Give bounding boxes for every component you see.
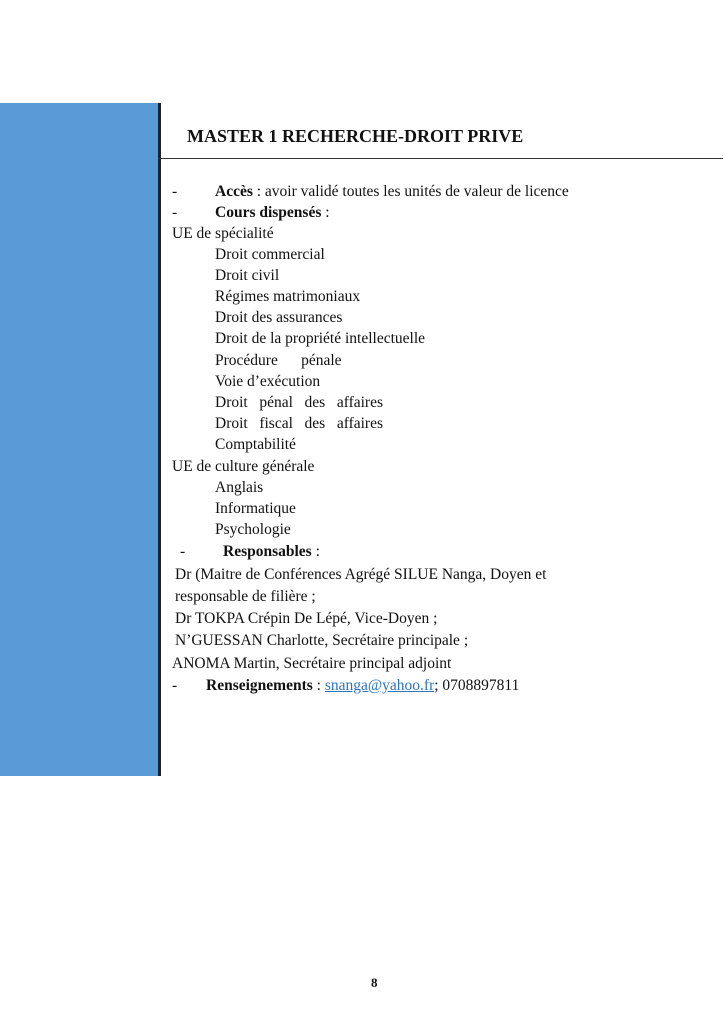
list-item: Psychologie xyxy=(215,521,291,538)
responsable-line: responsable de filière ; xyxy=(175,588,316,605)
cours-label: Cours dispensés xyxy=(215,204,322,221)
bullet-dash: - xyxy=(172,677,178,694)
bullet-dash: - xyxy=(180,543,186,560)
list-item: Droit commercial xyxy=(215,246,325,263)
list-item: Droit civil xyxy=(215,267,280,284)
cours-line xyxy=(172,204,330,222)
responsable-line: ANOMA Martin, Secrétaire principal adjoint xyxy=(172,655,452,672)
sidebar-edge-line xyxy=(158,103,161,776)
title-divider xyxy=(158,158,723,159)
phone-number: ; 0708897811 xyxy=(434,677,520,694)
acces-label: Accès xyxy=(215,183,253,200)
list-item: Droit des assurances xyxy=(215,309,343,326)
renseignements-label: Renseignements xyxy=(206,677,313,694)
list-item: Droit de la propriété intellectuelle xyxy=(215,330,426,347)
responsables-line xyxy=(180,543,320,561)
cours-text: : xyxy=(321,204,330,221)
list-item: Régimes matrimoniaux xyxy=(215,288,361,305)
acces-text: : avoir validé toutes les unités de valeur de licence xyxy=(252,183,569,200)
list-item: Comptabilité xyxy=(215,436,296,453)
list-item: Anglais xyxy=(215,479,264,496)
renseignements-line xyxy=(172,677,519,695)
list-item: Informatique xyxy=(215,500,296,517)
responsables-text: : xyxy=(311,543,320,560)
acces-line xyxy=(172,183,569,201)
responsable-line: N’GUESSAN Charlotte, Secrétaire principale ; xyxy=(175,632,469,649)
ue-culture-heading: UE de culture générale xyxy=(172,458,315,475)
list-item: Droit pénal des affaires xyxy=(215,394,384,411)
renseignements-sep: : xyxy=(312,677,325,694)
email-link[interactable]: snanga@yahoo.fr xyxy=(324,677,435,694)
bullet-dash: - xyxy=(172,204,178,221)
ue-specialite-heading: UE de spécialité xyxy=(172,225,274,242)
list-item: Voie d’exécution xyxy=(215,373,321,390)
list-item: Procédure pénale xyxy=(215,352,342,369)
bullet-dash: - xyxy=(172,183,178,200)
responsable-line: Dr (Maitre de Conférences Agrégé SILUE Nanga, Doyen et xyxy=(175,566,547,583)
list-item: Droit fiscal des affaires xyxy=(215,415,384,432)
blue-sidebar-panel xyxy=(0,103,158,776)
responsable-line: Dr TOKPA Crépin De Lépé, Vice-Doyen ; xyxy=(175,610,438,627)
page-title: MASTER 1 RECHERCHE-DROIT PRIVE xyxy=(187,126,524,146)
responsables-label: Responsables xyxy=(223,543,312,560)
page-number: 8 xyxy=(371,975,378,990)
